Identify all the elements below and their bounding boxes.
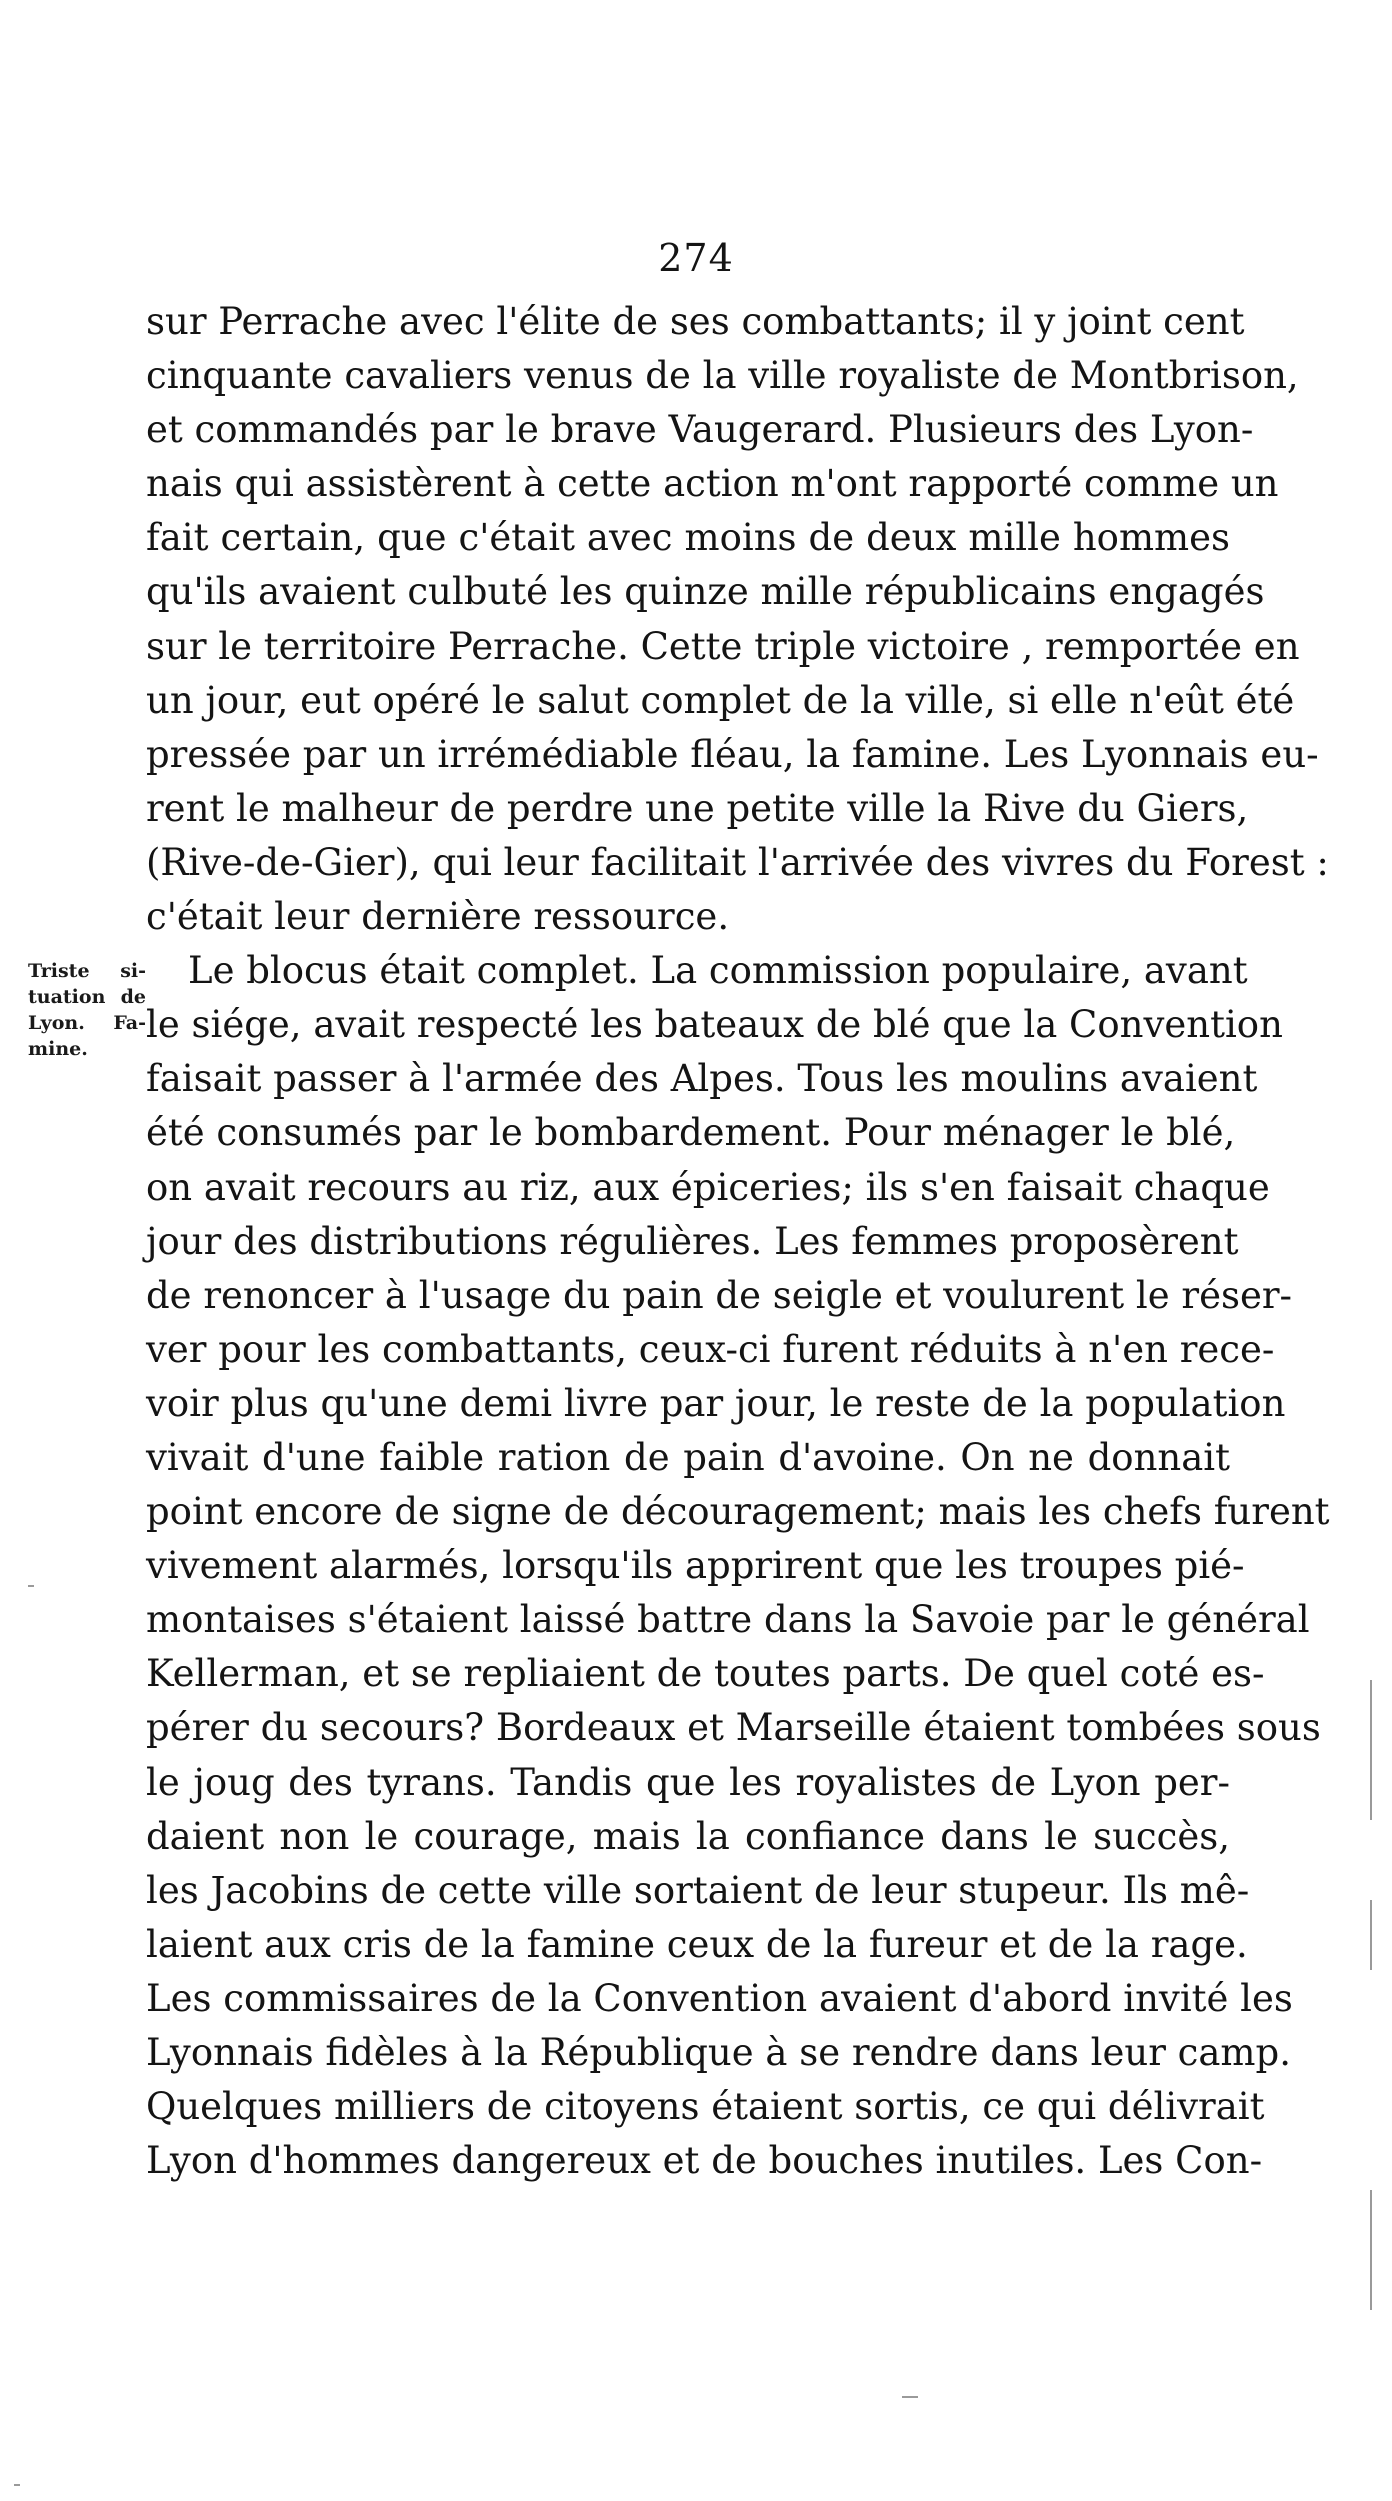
marginal-note-line: Triste si- <box>28 960 146 982</box>
text-line: Le blocus était complet. La commission populaire, avant <box>188 949 1248 993</box>
text-line: Lyon d'hommes dangereux et de bouches inutiles. Les Con- <box>146 2139 1263 2183</box>
text-line: on avait recours au riz, aux épiceries; ils s'en faisait chaque <box>146 1165 1270 1209</box>
text-line: et commandés par le brave Vaugerard. Plusieurs des Lyon- <box>146 408 1254 452</box>
scan-mark <box>1370 1900 1372 1970</box>
text-line: le siége, avait respecté les bateaux de blé que la Convention <box>146 1003 1283 1047</box>
text-line: Les commissaires de la Convention avaient d'abord invité les <box>146 1976 1293 2020</box>
text-line: voir plus qu'une demi livre par jour, le reste de la population <box>146 1381 1286 1425</box>
text-line: sur Perrache avec l'élite de ses combattants; il y joint cent <box>146 300 1245 343</box>
text-line: jour des distributions régulières. Les femmes proposèrent <box>146 1219 1239 1263</box>
body-text <box>146 295 1330 2188</box>
text-line: les Jacobins de cette ville sortaient de leur stupeur. Ils mê- <box>146 1868 1250 1912</box>
text-line: point encore de signe de découragement; mais les chefs furent <box>146 1490 1330 1534</box>
text-line: Kellerman, et se repliaient de toutes parts. De quel coté es- <box>146 1652 1265 1696</box>
text-line: daient non le courage, mais la confiance dans le succès, <box>146 1814 1230 1858</box>
text-line: un jour, eut opéré le salut complet de la ville, si elle n'eût été <box>146 678 1295 722</box>
text-line: ver pour les combattants, ceux-ci furent réduits à n'en rece- <box>146 1327 1275 1371</box>
text-line: (Rive-de-Gier), qui leur facilitait l'arrivée des vivres du Forest : <box>146 840 1329 884</box>
text-line: fait certain, que c'était avec moins de deux mille hommes <box>146 516 1230 560</box>
scan-mark <box>902 2396 918 2398</box>
text-line: c'était leur dernière ressource. <box>146 895 730 939</box>
text-line: pérer du secours? Bordeaux et Marseille étaient tombées sous <box>146 1706 1321 1750</box>
marginal-note-line: mine. <box>28 1038 88 1060</box>
text-line: vivait d'une faible ration de pain d'avoine. On ne donnait <box>146 1435 1230 1479</box>
marginal-note-line: tuation de <box>28 986 146 1008</box>
text-line: Lyonnais fidèles à la République à se rendre dans leur camp. <box>146 2031 1291 2074</box>
marginal-note <box>28 958 146 1062</box>
scan-mark <box>1370 2190 1372 2310</box>
text-line: de renoncer à l'usage du pain de seigle et voulurent le réser- <box>146 1273 1293 1317</box>
text-line: rent le malheur de perdre une petite ville la Rive du Giers, <box>146 786 1249 830</box>
text-line: vivement alarmés, lorsqu'ils apprirent que les troupes pié- <box>146 1544 1245 1588</box>
text-line: sur le territoire Perrache. Cette triple victoire , remportée en <box>146 624 1300 668</box>
text-line: faisait passer à l'armée des Alpes. Tous les moulins avaient <box>146 1057 1258 1101</box>
scan-mark <box>28 1585 34 1587</box>
scan-mark <box>1370 1680 1372 1820</box>
text-line: pressée par un irrémédiable fléau, la famine. Les Lyonnais eu- <box>146 732 1319 776</box>
text-line: nais qui assistèrent à cette action m'ont rapporté comme un <box>146 462 1279 506</box>
paragraph-2 <box>146 944 1330 2188</box>
marginal-note-line: Lyon. Fa- <box>28 1012 146 1034</box>
text-line: le joug des tyrans. Tandis que les royalistes de Lyon per- <box>146 1760 1230 1804</box>
text-line: été consumés par le bombardement. Pour ménager le blé, <box>146 1111 1236 1155</box>
text-line: Quelques milliers de citoyens étaient sortis, ce qui délivrait <box>146 2085 1265 2129</box>
text-line: montaises s'étaient laissé battre dans la Savoie par le général <box>146 1598 1310 1642</box>
text-line: laient aux cris de la famine ceux de la fureur et de la rage. <box>146 1922 1248 1966</box>
page-number: 274 <box>658 236 734 280</box>
text-line: cinquante cavaliers venus de la ville royaliste de Montbrison, <box>146 354 1299 398</box>
text-line: qu'ils avaient culbuté les quinze mille républicains engagés <box>146 570 1265 614</box>
paragraph-1 <box>146 295 1329 944</box>
scan-mark <box>14 2484 20 2486</box>
